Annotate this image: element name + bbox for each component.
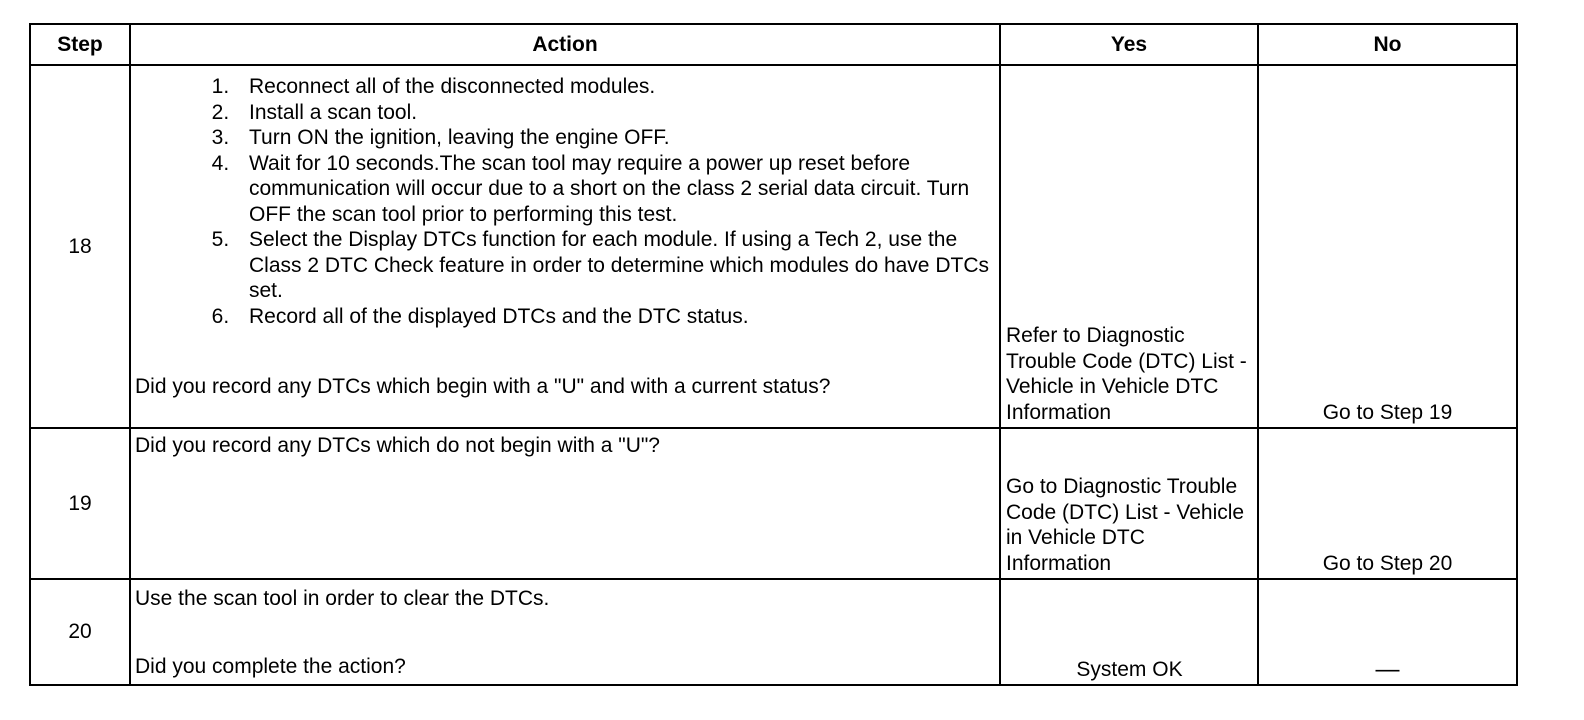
yes-cell: System OK bbox=[1000, 579, 1258, 685]
table-row bbox=[30, 579, 1517, 685]
header-no: No bbox=[1258, 24, 1517, 65]
no-cell: Go to Step 19 bbox=[1258, 65, 1517, 428]
action-steps-list bbox=[135, 74, 995, 329]
instruction-text: Use the scan tool in order to clear the DTCs. bbox=[135, 587, 550, 610]
action-cell bbox=[130, 579, 1000, 685]
diagnostic-table bbox=[29, 23, 1518, 686]
question-text: Did you record any DTCs which begin with a "U" and with a current status? bbox=[135, 375, 831, 398]
header-row bbox=[30, 24, 1517, 65]
list-item: 6. Record all of the displayed DTCs and the DTC status. bbox=[235, 304, 995, 330]
table-row bbox=[30, 428, 1517, 579]
list-item: 1. Reconnect all of the disconnected modules. bbox=[235, 74, 995, 100]
header-yes: Yes bbox=[1000, 24, 1258, 65]
yes-cell: Refer to Diagnostic Trouble Code (DTC) List - Vehicle in Vehicle DTC Information bbox=[1000, 65, 1258, 428]
step-number: 20 bbox=[30, 579, 130, 685]
question-text: Did you complete the action? bbox=[135, 654, 406, 678]
step-number: 19 bbox=[30, 428, 130, 579]
list-item: 3. Turn ON the ignition, leaving the engine OFF. bbox=[235, 125, 995, 151]
list-item: 2. Install a scan tool. bbox=[235, 100, 995, 126]
no-cell: — bbox=[1258, 579, 1517, 685]
header-step: Step bbox=[30, 24, 130, 65]
action-cell bbox=[130, 65, 1000, 428]
step-number: 18 bbox=[30, 65, 130, 428]
header-action: Action bbox=[130, 24, 1000, 65]
no-cell: Go to Step 20 bbox=[1258, 428, 1517, 579]
table-row bbox=[30, 65, 1517, 428]
yes-cell: Go to Diagnostic Trouble Code (DTC) List - Vehicle in Vehicle DTC Information bbox=[1000, 428, 1258, 579]
question-text: Did you record any DTCs which do not begin with a "U"? bbox=[135, 434, 660, 457]
action-cell bbox=[130, 428, 1000, 579]
list-item: 5. Select the Display DTCs function for each module. If using a Tech 2, use the Class 2 DTC Check feature in order to determine which modules do have DTCs set. bbox=[235, 227, 995, 304]
list-item: 4. Wait for 10 seconds.The scan tool may require a power up reset before communication will occur due to a short on the class 2 serial data circuit. Turn OFF the scan tool prior to performing this test. bbox=[235, 151, 995, 228]
